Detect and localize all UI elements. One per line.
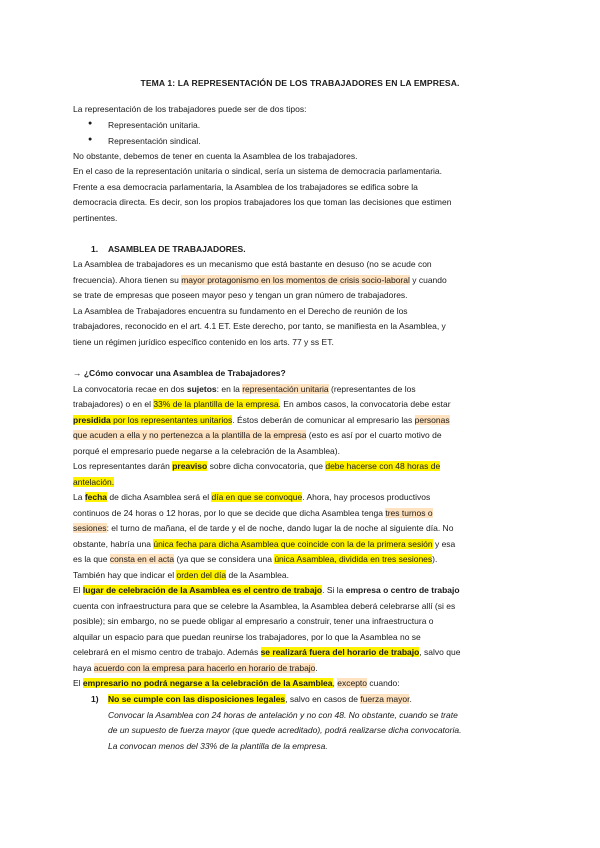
paragraph-line: obstante, habría una única fecha para dicha Asamblea que coincide con la de la primera sesión y esa xyxy=(73,539,456,549)
intro-line: No obstante, debemos de tener en cuenta la Asamblea de los trabajadores. xyxy=(73,151,358,161)
bullet-item: Representación sindical. xyxy=(108,136,201,146)
highlight: personas xyxy=(414,415,450,425)
paragraph-line: tiene un régimen jurídico específico contenido en los arts. 77 y ss ET. xyxy=(73,337,334,347)
highlight: presidida xyxy=(73,415,111,425)
paragraph-line: El lugar de celebración de la Asamblea es el centro de trabajo. Si la empresa o centro de trabajo xyxy=(73,585,460,595)
paragraph-line: La Asamblea de trabajadores es un mecanismo que está bastante en desuso (no se acude con xyxy=(73,259,432,269)
paragraph-line: La fecha de dicha Asamblea será el día en que se convoque. Ahora, hay procesos productivos xyxy=(73,492,431,502)
highlight: única Asamblea, dividida en tres sesiones xyxy=(274,554,433,564)
list-item: No se cumple con las disposiciones legales, salvo en casos de fuerza mayor. xyxy=(108,694,412,704)
paragraph-line: que acuden a ella y no pertenezca a la plantilla de la empresa (esto es así por el cuarto motivo de xyxy=(73,430,442,440)
highlight: tres turnos o xyxy=(385,508,433,518)
highlight: orden del día xyxy=(176,570,227,580)
intro-line: democracia directa. Es decir, son los propios trabajadores los que toman las decisiones que estimen xyxy=(73,197,452,207)
intro-line: pertinentes. xyxy=(73,213,118,223)
highlight: empresario no podrá negarse a la celebración de la Asamblea xyxy=(82,678,333,688)
paragraph-line: haya acuerdo con la empresa para hacerlo en horario de trabajo. xyxy=(73,663,318,673)
highlight: debe hacerse con 48 horas de xyxy=(325,461,441,471)
paragraph-line: continuos de 24 horas o 12 horas, por lo que se decide que dicha Asamblea tenga tres turnos o xyxy=(73,508,433,518)
highlight: antelación. xyxy=(73,477,115,487)
paragraph-line: alquilar un espacio para que puedan reunirse los trabajadores, por lo que la Asamblea no se xyxy=(73,632,421,642)
paragraph-line: es la que consta en el acta (ya que se considera una única Asamblea, dividida en tres sesiones). xyxy=(73,554,438,564)
highlight: única fecha para dicha Asamblea que coincide con la de la primera sesión xyxy=(153,539,433,549)
paragraph-line: trabajadores) o en el 33% de la plantilla de la empresa. En ambos casos, la convocatoria debe estar xyxy=(73,399,451,409)
highlight: fecha xyxy=(84,492,108,502)
bullet-item: Representación unitaria. xyxy=(108,120,201,130)
paragraph-line: sesiones: el turno de mañana, el de tarde y el de noche, dando lugar la de noche al siguiente día. No xyxy=(73,523,454,533)
highlight: día en que se convoque xyxy=(211,492,303,502)
italic-note: La convocan menos del 33% de la plantilla de la empresa. xyxy=(108,741,328,751)
highlight: fuerza mayor xyxy=(360,694,410,704)
highlight: sesiones xyxy=(73,523,107,533)
highlight: 33% de la plantilla de la empresa xyxy=(153,399,279,409)
paragraph-line: Los representantes darán preaviso sobre dicha convocatoria, que debe hacerse con 48 horas de xyxy=(73,461,441,471)
italic-note: de un supuesto de fuerza mayor (que quede acreditado), podrá realizarse dicha convocatoria. xyxy=(108,725,462,735)
subsection-heading: → ¿Cómo convocar una Asamblea de Trabajadores? xyxy=(73,368,286,378)
paragraph-line: El empresario no podrá negarse a la celebración de la Asamblea, excepto cuando: xyxy=(73,678,400,688)
highlight: No se cumple con las disposiciones legales xyxy=(108,694,286,704)
paragraph-line: cuenta con infraestructura para que se celebre la Asamblea, la Asamblea deberá celebrarse allí (si es xyxy=(73,601,456,611)
italic-note: Convocar la Asamblea con 24 horas de antelación y no con 48. No obstante, cuando se trate xyxy=(108,710,458,720)
paragraph-line: presidida por los representantes unitarios. Éstos deberán de comunicar al empresario las personas xyxy=(73,415,450,425)
paragraph-line: celebrará en el mismo centro de trabajo. Además se realizará fuera del horario de trabajo, salvo que xyxy=(73,647,461,657)
highlight: lugar de celebración de la Asamblea es el centro de trabajo xyxy=(82,585,323,595)
paragraph-line: También hay que indicar el orden del día de la Asamblea. xyxy=(73,570,289,580)
paragraph-line: La convocatoria recae en dos sujetos: en la representación unitaria (representantes de los xyxy=(73,384,416,394)
section-number: 1. xyxy=(91,244,99,254)
list-number: 1) xyxy=(91,694,99,704)
intro-line: Frente a esa democracia parlamentaria, la Asamblea de los trabajadores se edifica sobre la xyxy=(73,182,418,192)
highlight: acuerdo con la empresa para hacerlo en horario de trabajo xyxy=(93,663,316,673)
highlight: mayor protagonismo en los momentos de crisis socio-laboral xyxy=(181,275,410,285)
highlight: que acuden a ella y no pertenezca a la plantilla de la empresa xyxy=(73,430,307,440)
highlight: representación unitaria xyxy=(242,384,329,394)
intro-line: En el caso de la representación unitaria o sindical, sería un sistema de democracia parlamentaria. xyxy=(73,166,443,176)
highlight: se realizará fuera del horario de trabajo xyxy=(260,647,420,657)
paragraph-line: frecuencia). Ahora tienen su mayor protagonismo en los momentos de crisis socio-laboral y cuando xyxy=(73,275,447,285)
document-title: TEMA 1: LA REPRESENTACIÓN DE LOS TRABAJADORES EN LA EMPRESA. xyxy=(140,78,460,88)
section-heading: ASAMBLEA DE TRABAJADORES. xyxy=(108,244,246,254)
highlight: preaviso xyxy=(172,461,208,471)
paragraph-line: La Asamblea de Trabajadores encuentra su fundamento en el Derecho de reunión de los xyxy=(73,306,408,316)
bullet-icon: ● xyxy=(88,136,93,143)
paragraph-line: se trate de empresas que poseen mayor peso y tengan un gran número de trabajadores. xyxy=(73,290,408,300)
intro-line: La representación de los trabajadores puede ser de dos tipos: xyxy=(73,104,307,114)
paragraph-line xyxy=(73,476,114,488)
highlight: excepto xyxy=(337,678,368,688)
bullet-icon: ● xyxy=(88,120,93,127)
paragraph-line: porqué el empresario puede negarse a la celebración de la Asamblea). xyxy=(73,446,340,456)
highlight: consta en el acta xyxy=(109,554,175,564)
paragraph-line: trabajadores, reconocido en el art. 4.1 ET. Este derecho, por tanto, se manifiesta en la Asamblea, y xyxy=(73,321,446,331)
highlight: por los representantes unitarios xyxy=(110,415,233,425)
paragraph-line: posible); sin embargo, no se puede obligar al empresario a construir, tener una infraestructura o xyxy=(73,616,434,626)
